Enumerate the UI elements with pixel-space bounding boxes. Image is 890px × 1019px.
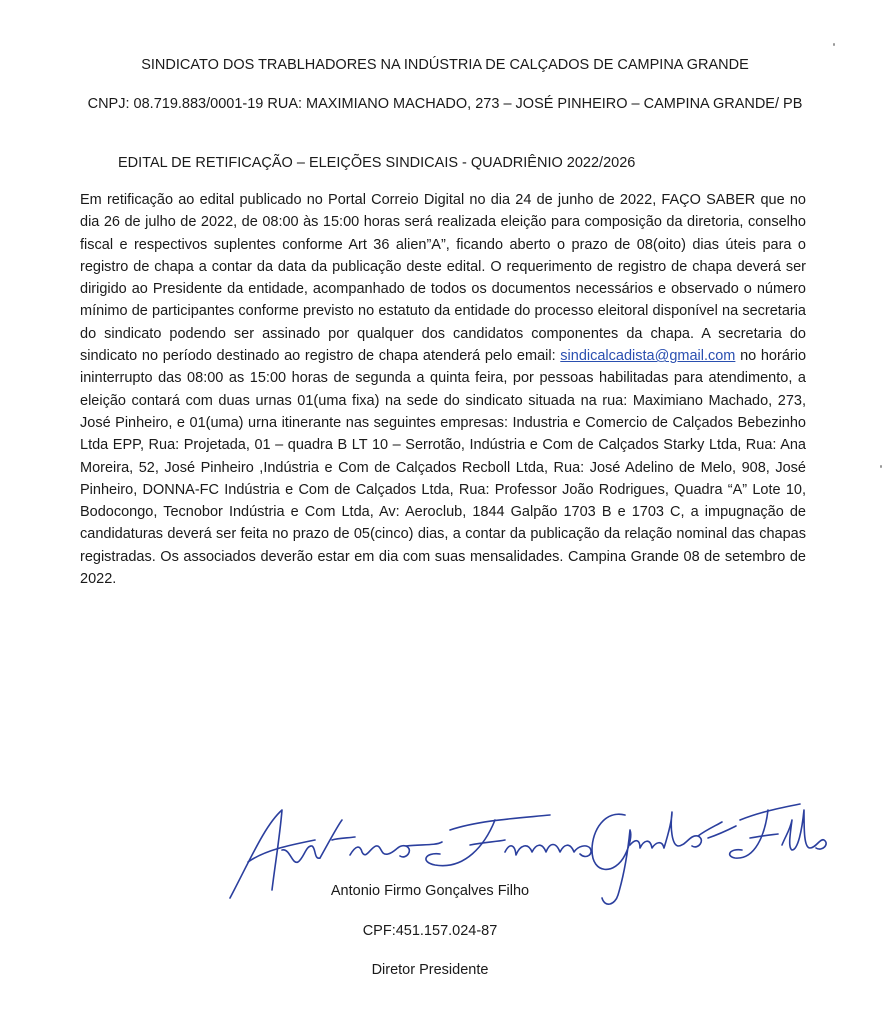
edital-body — [80, 189, 806, 590]
email-link[interactable]: sindicalcadista@gmail.com — [560, 348, 736, 365]
signer-role: Diretor Presidente — [371, 962, 489, 978]
scan-speck — [833, 43, 835, 46]
signer-name: Antonio Firmo Gonçalves Filho — [330, 883, 530, 899]
cnpj-address-line: CNPJ: 08.719.883/0001-19 RUA: MAXIMIANO MACHADO, 273 – JOSÉ PINHEIRO – CAMPINA GRANDE/ PB — [87, 96, 803, 112]
organization-name: SINDICATO DOS TRABLHADORES NA INDÚSTRIA DE CALÇADOS DE CAMPINA GRANDE — [141, 57, 749, 73]
body-text-part-1: Em retificação ao edital publicado no Portal Correio Digital no dia 24 de junho de 2022, FAÇO SABER que no dia 26 de julho de 2022, de 08:00 às 15:00 horas será realizada eleição para composição da diretoria, conselho fiscal e respectivos suplentes conforme Art 36 alien”A”, ficando aberto o prazo de 08(oito) dias úteis para o registro de chapa a contar da data da publicação deste edital. O requerimento de registro de chapa deverá ser dirigido ao Presidente da entidade, acompanhado de todos os documentos necessários e observado o número mínimo de participantes conforme previsto no estatuto da entidade do processo eleitoral disponível na secretaria do sindicato podendo ser assinado por qualquer dos candidatos componentes da chapa. A secretaria do sindicato no período destinado ao registro de chapa atenderá pelo email: — [80, 192, 806, 365]
signer-cpf: CPF:451.157.024-87 — [362, 923, 498, 939]
edital-title: EDITAL DE RETIFICAÇÃO – ELEIÇÕES SINDICAIS - QUADRIÊNIO 2022/2026 — [118, 155, 636, 171]
body-text-part-2: no horário ininterrupto das 08:00 as 15:00 horas de segunda a quinta feira, por pessoas habilitadas para atendimento, a eleição contará com duas urnas 01(uma fixa) na sede do sindicato situada na rua: Maximiano Machado, 273, José Pinheiro, e 01(uma) urna itinerante nas seguintes empresas: Industria e Comercio de Calçados Bebezinho Ltda EPP, Rua: Projetada, 01 – quadra B LT 10 – Serrotão, Indústria e Com de Calçados Starky Ltda, Rua: Ana Moreira, 52, José Pinheiro ,Indústria e Com de Calçados Recboll Ltda, Rua: José Adelino de Melo, 908, José Pinheiro, DONNA-FC Indústria e Com de Calçados Ltda, Rua: Professor João Rodrigues, Quadra “A” Lote 10, Bodocongo, Tecnobor Indústria e Com Ltda, Av: Aeroclub, 1844 Galpão 1703 B e 1703 C, a impugnação de candidaturas deverá ser feita no prazo de 05(cinco) dias, a contar da publicação da relação nominal das chapas registradas. Os associados deverão estar em dia com suas mensalidades. Campina Grande 08 de setembro de 2022. — [80, 348, 807, 588]
scan-speck — [880, 465, 882, 468]
